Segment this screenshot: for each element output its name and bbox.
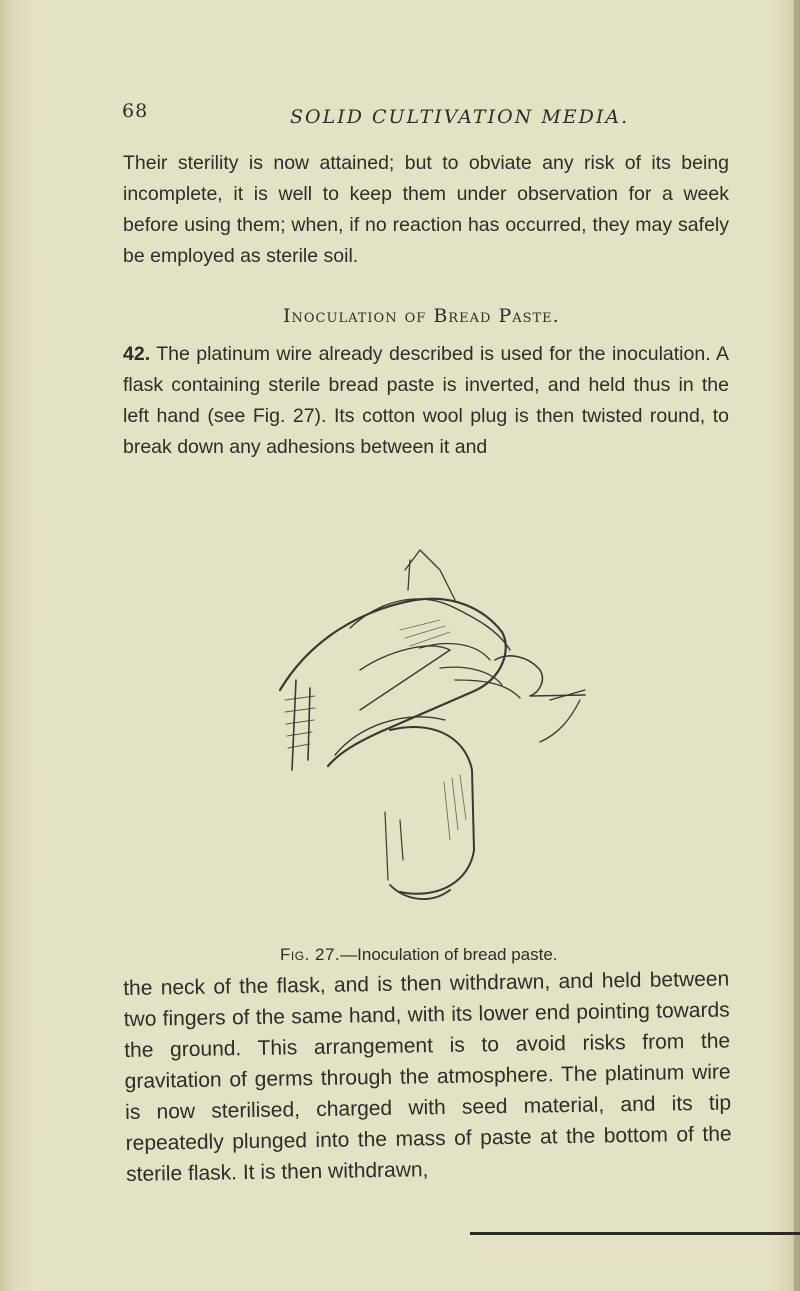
hand-thumb [350, 599, 510, 650]
paragraph-continued: the neck of the flask, and is then withdrawn, and held between two fingers of the same hand, with its lower end pointing towards the ground. This arrangement is to avoid risks from the gravitation of germs through the atmosphere. The platinum wire is now sterilised, charged with seed material, and its tip repeatedly plunged into the mass of paste at the bottom of the sterile flask. It is then withdrawn, [123, 967, 732, 1186]
shading-neck [444, 775, 466, 840]
paragraph-42 [123, 339, 729, 463]
inner-curve [335, 717, 445, 755]
flask-outline [280, 599, 506, 766]
figure-caption [280, 945, 558, 965]
lower-neck-line [385, 812, 403, 880]
figure-label: Fig. 27. [280, 945, 341, 964]
running-head: SOLID CULTIVATION MEDIA. [290, 106, 630, 128]
figure-illustration [240, 520, 610, 915]
upper-wrist [405, 550, 455, 600]
section-title: Inoculation of Bread Paste. [283, 305, 560, 327]
hand-palm [360, 646, 450, 710]
paragraph-42-text: The platinum wire already described is used for the inoculation. A flask containing sterile bread paste is inverted, and held thus in the left hand (see Fig. 27). Its cotton wool plug is then twisted round, to break down any adhesions between it and [123, 343, 729, 458]
figure-caption-text: —Inoculation of bread paste. [340, 945, 558, 964]
shading-left [285, 696, 315, 748]
bottom-flask [390, 885, 450, 899]
page-edge-shadow [794, 0, 800, 1291]
bottom-edge-line [470, 1232, 800, 1235]
page-number: 68 [122, 100, 149, 122]
paragraph-number: 42. [123, 343, 151, 365]
wire [540, 690, 585, 742]
flask-neck [390, 727, 474, 894]
cotton-plug [495, 656, 585, 696]
shading-center [400, 620, 450, 646]
paragraph-sterility: Their sterility is now attained; but to obviate any risk of its being incomplete, it is well to keep them under observation for a week before using them; when, if no reaction has occurred, they may safely be employed as sterile soil. [123, 152, 729, 267]
flask-left-side [292, 680, 310, 770]
